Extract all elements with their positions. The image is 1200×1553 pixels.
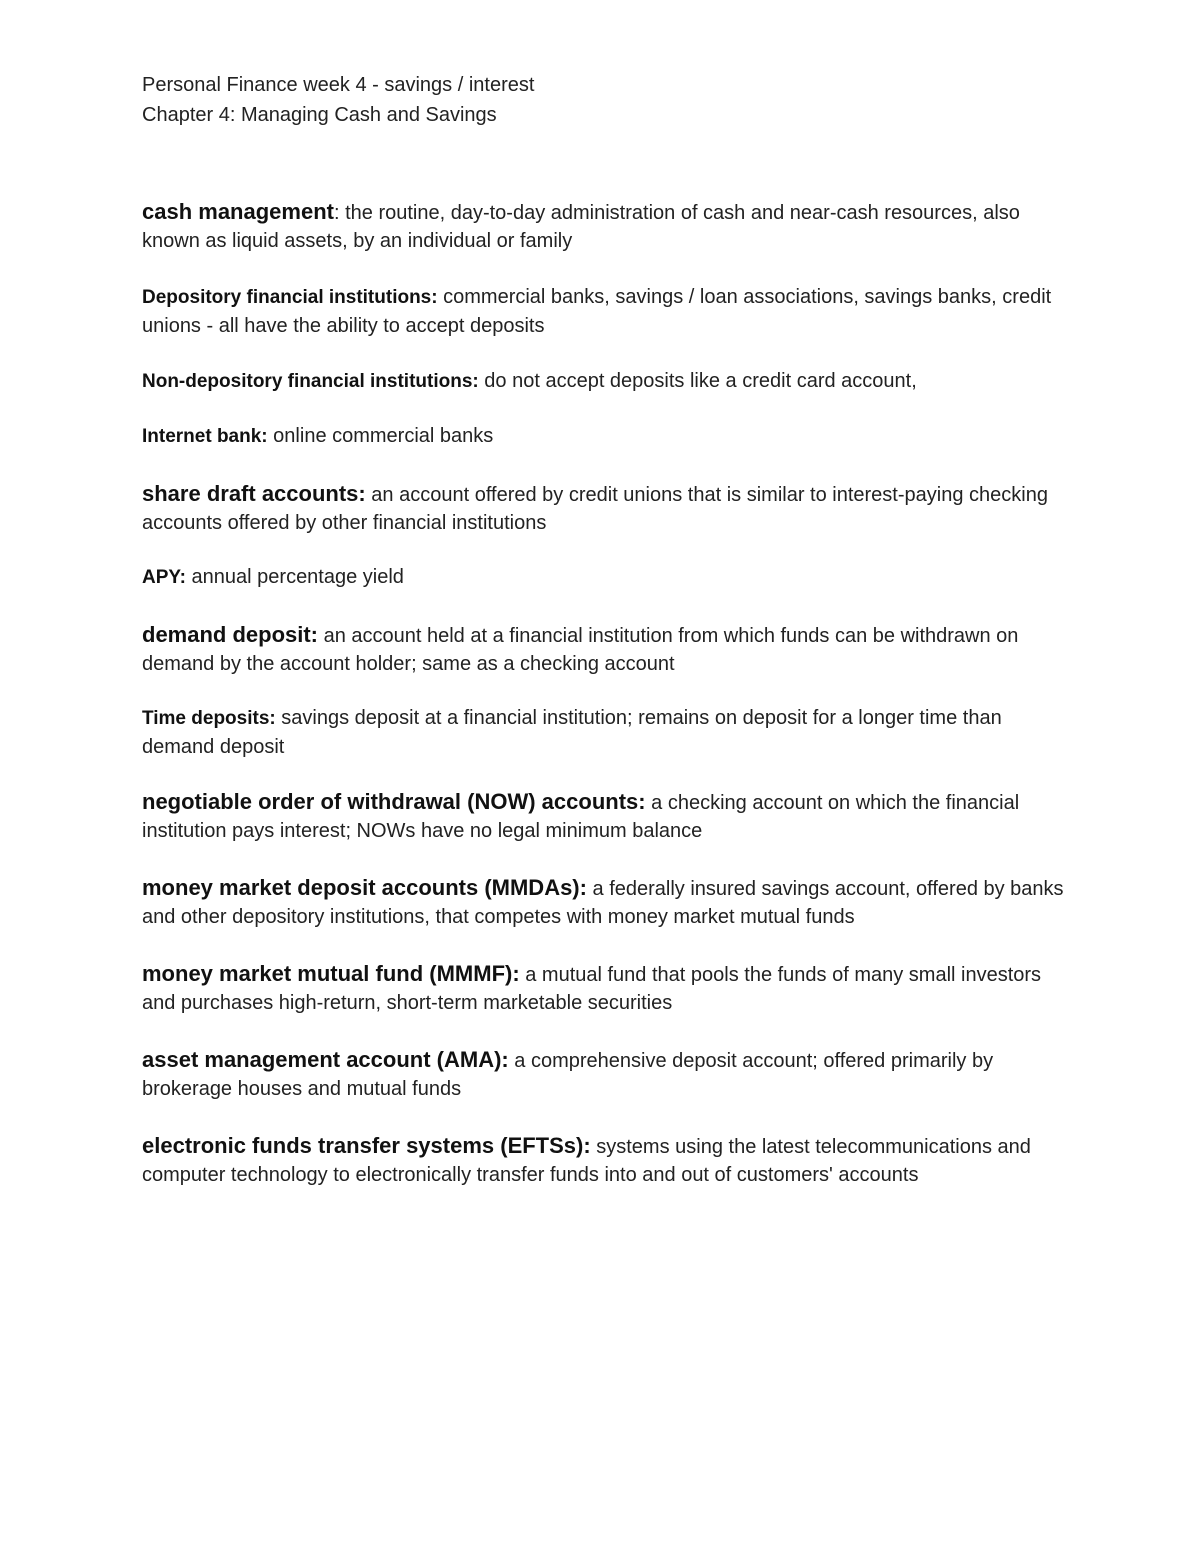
glossary-definition: a mutual fund that pools the funds of many small investors and purchases high-return, short-term marketable securities <box>142 964 1042 1014</box>
glossary-definition: savings deposit at a financial institution; remains on deposit for a longer time than demand deposit <box>142 707 1002 758</box>
glossary-definition: systems using the latest telecommunications and computer technology to electronically transfer funds into and out of customers' accounts <box>142 1136 1031 1186</box>
glossary-entry-mmda <box>142 874 1072 931</box>
glossary-term: asset management account (AMA): <box>142 1047 509 1072</box>
glossary-definition: a comprehensive deposit account; offered primarily by brokerage houses and mutual funds <box>142 1050 994 1100</box>
glossary-entry-cash-management <box>142 198 1072 255</box>
glossary-term: APY: <box>142 567 186 588</box>
glossary-definition: online commercial banks <box>267 425 494 447</box>
document-title: Personal Finance week 4 - savings / interest <box>142 74 535 96</box>
glossary-term: Time deposits: <box>142 708 276 729</box>
glossary-term: money market deposit accounts (MMDAs): <box>142 875 587 900</box>
glossary-term: cash management <box>142 199 334 224</box>
document-header <box>142 70 1082 130</box>
glossary-entry-ama <box>142 1046 1072 1103</box>
glossary-definition: an account held at a financial institution from which funds can be withdrawn on demand by the account holder; same as a checking account <box>142 625 1019 675</box>
glossary-list <box>142 198 1072 1189</box>
glossary-entry-demand-deposit <box>142 621 1072 678</box>
glossary-definition: do not accept deposits like a credit card account, <box>478 370 917 392</box>
glossary-entry-apy <box>142 563 1072 592</box>
glossary-entry-now-accounts <box>142 788 1072 845</box>
glossary-definition: an account offered by credit unions that is similar to interest-paying checking accounts offered by other financial institutions <box>142 484 1048 534</box>
chapter-title: Chapter 4: Managing Cash and Savings <box>142 104 497 126</box>
glossary-entry-depository <box>142 283 1072 340</box>
glossary-entry-internet-bank <box>142 422 1072 451</box>
glossary-entry-time-deposits <box>142 704 1072 761</box>
glossary-definition: a federally insured savings account, offered by banks and other depository institutions, that competes with money market mutual funds <box>142 878 1064 928</box>
glossary-term-separator: : <box>333 202 340 224</box>
glossary-entry-mmmf <box>142 960 1072 1017</box>
glossary-term: money market mutual fund (MMMF): <box>142 961 520 986</box>
glossary-term: share draft accounts: <box>142 481 366 506</box>
glossary-definition: a checking account on which the financial institution pays interest; NOWs have no legal minimum balance <box>142 792 1020 842</box>
glossary-term: negotiable order of withdrawal (NOW) accounts: <box>142 789 646 814</box>
glossary-definition: annual percentage yield <box>185 566 404 588</box>
glossary-term: Internet bank: <box>142 426 268 447</box>
glossary-term: Depository financial institutions: <box>142 287 438 308</box>
glossary-term: demand deposit: <box>142 622 319 647</box>
glossary-entry-efts <box>142 1132 1072 1189</box>
glossary-definition: the routine, day-to-day administration of cash and near-cash resources, also known as liquid assets, by an individual or family <box>142 202 1020 252</box>
glossary-term: electronic funds transfer systems (EFTSs): <box>142 1133 591 1158</box>
glossary-term: Non-depository financial institutions: <box>142 371 479 392</box>
glossary-entry-non-depository <box>142 367 1072 396</box>
glossary-definition: commercial banks, savings / loan associations, savings banks, credit unions - all have the ability to accept deposits <box>142 286 1052 337</box>
glossary-entry-share-draft <box>142 480 1072 537</box>
